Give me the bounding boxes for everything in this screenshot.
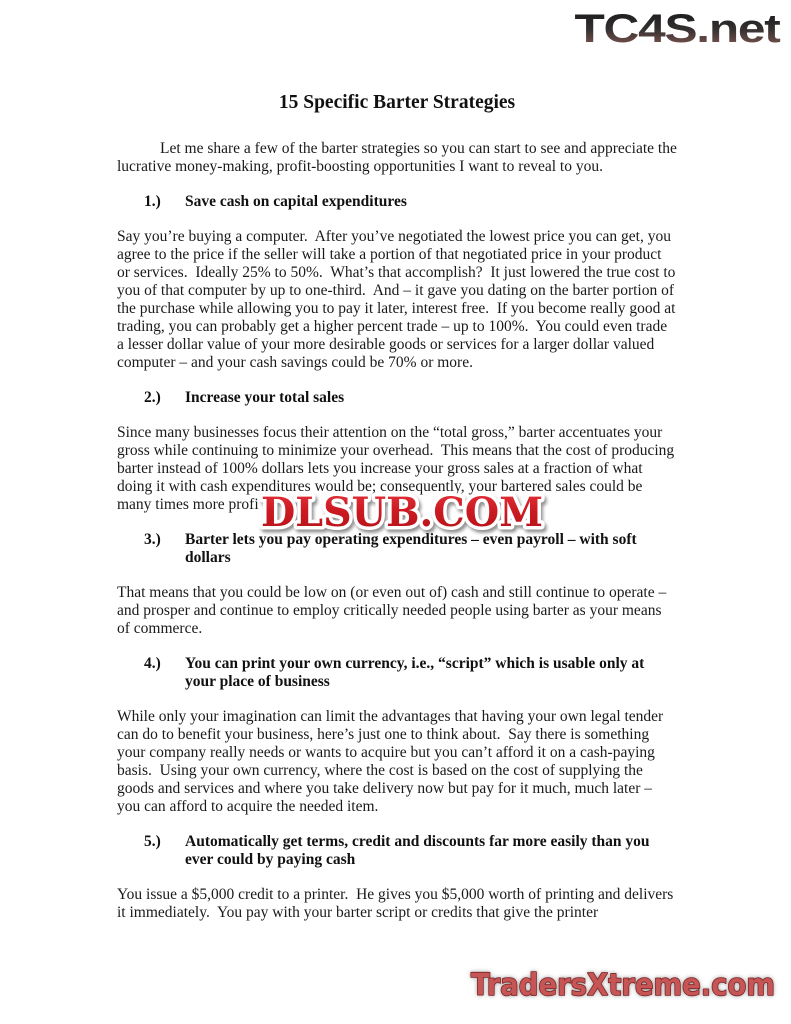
strategy-number: 1.): [144, 193, 161, 210]
tc4s-logo-text: TC4S.net: [574, 7, 781, 51]
strategy-number: 5.): [144, 833, 161, 850]
strategy-heading: [117, 833, 677, 869]
tradersxtreme-logo-text: TradersXtreme.com: [471, 968, 775, 1003]
dlsub-watermark-text: DLSUB.COM: [261, 489, 543, 536]
strategy-title: Barter lets you pay operating expenditures – even payroll – with soft dollars: [185, 531, 637, 566]
strategy-item-3: [117, 531, 677, 638]
strategy-number: 4.): [144, 655, 161, 672]
strategy-title: Increase your total sales: [185, 389, 345, 406]
strategy-title: Automatically get terms, credit and discounts far more easily than you ever could by paying cash: [185, 833, 650, 868]
strategy-item-4: [117, 655, 677, 816]
dlsub-watermark: [252, 484, 552, 538]
dlsub-watermark-graphic: [252, 484, 552, 538]
strategy-item-1: [117, 193, 680, 372]
strategy-heading: [117, 193, 677, 211]
strategy-title: You can print your own currency, i.e., “script” which is usable only at your place of business: [185, 655, 645, 690]
strategy-body: That means that you could be low on (or even out of) cash and still continue to operate – and prosper and continue to employ critically needed people using barter as your means of commerce.: [117, 584, 671, 637]
strategy-body: Say you’re buying a computer. After you’ve negotiated the lowest price you can get, you agree to the price if the seller will take a portion of that negotiated price in your product or services. Ideally 25% to 50%. What’s that accomplish? It just lowered the true cost to you of that computer by up to one-third. And – it gave you dating on the barter portion of the purchase while allowing you to pay it later, interest free. If you become really good at trading, you can probably get a higher percent trade – up to 100%. You could even trade a lesser dollar value of your more desirable goods or services for a larger dollar valued computer – and your cash savings could be 70% or more.: [117, 228, 680, 371]
strategy-body: Since many businesses focus their attention on the “total gross,” barter accentuates your gross while continuing to minimize your overhead. This means that the cost of producing barter instead of 100% dollars lets you increase your gross sales at a fraction of what doing it with cash expenditures would be; consequently, your bartered sales could be many times more profi: [117, 424, 679, 513]
site-logo-tradersxtreme: [463, 963, 783, 1012]
strategy-number: 3.): [144, 531, 161, 548]
tc4s-logo-graphic: [570, 4, 785, 54]
site-logo-tc4s: [570, 4, 785, 59]
strategy-heading: [117, 389, 677, 407]
intro-paragraph: Let me share a few of the barter strategies so you can start to see and appreciate the lucrative money-making, profit-boosting opportunities I want to reveal to you.: [117, 140, 681, 175]
page-title: 15 Specific Barter Strategies: [278, 92, 516, 113]
strategy-title: Save cash on capital expenditures: [185, 193, 407, 210]
strategy-body: While only your imagination can limit the advantages that having your own legal tender can do to benefit your business, here’s just one to think about. Say there is something your company really needs or wants to acquire but you can’t afford it on a cash-paying basis. Using your own currency, where the cost is based on the cost of supplying the goods and services and where you take delivery now but pay for it much, much later – you can afford to acquire the needed item.: [117, 708, 668, 815]
strategy-number: 2.): [144, 389, 161, 406]
strategy-body: You issue a $5,000 credit to a printer. He gives you $5,000 worth of printing and delivers it immediately. You pay with your barter script or credits that give the printer: [117, 886, 678, 921]
strategy-heading: [117, 655, 677, 691]
tradersxtreme-logo-graphic: [463, 963, 783, 1007]
strategy-item-5: [117, 833, 677, 922]
